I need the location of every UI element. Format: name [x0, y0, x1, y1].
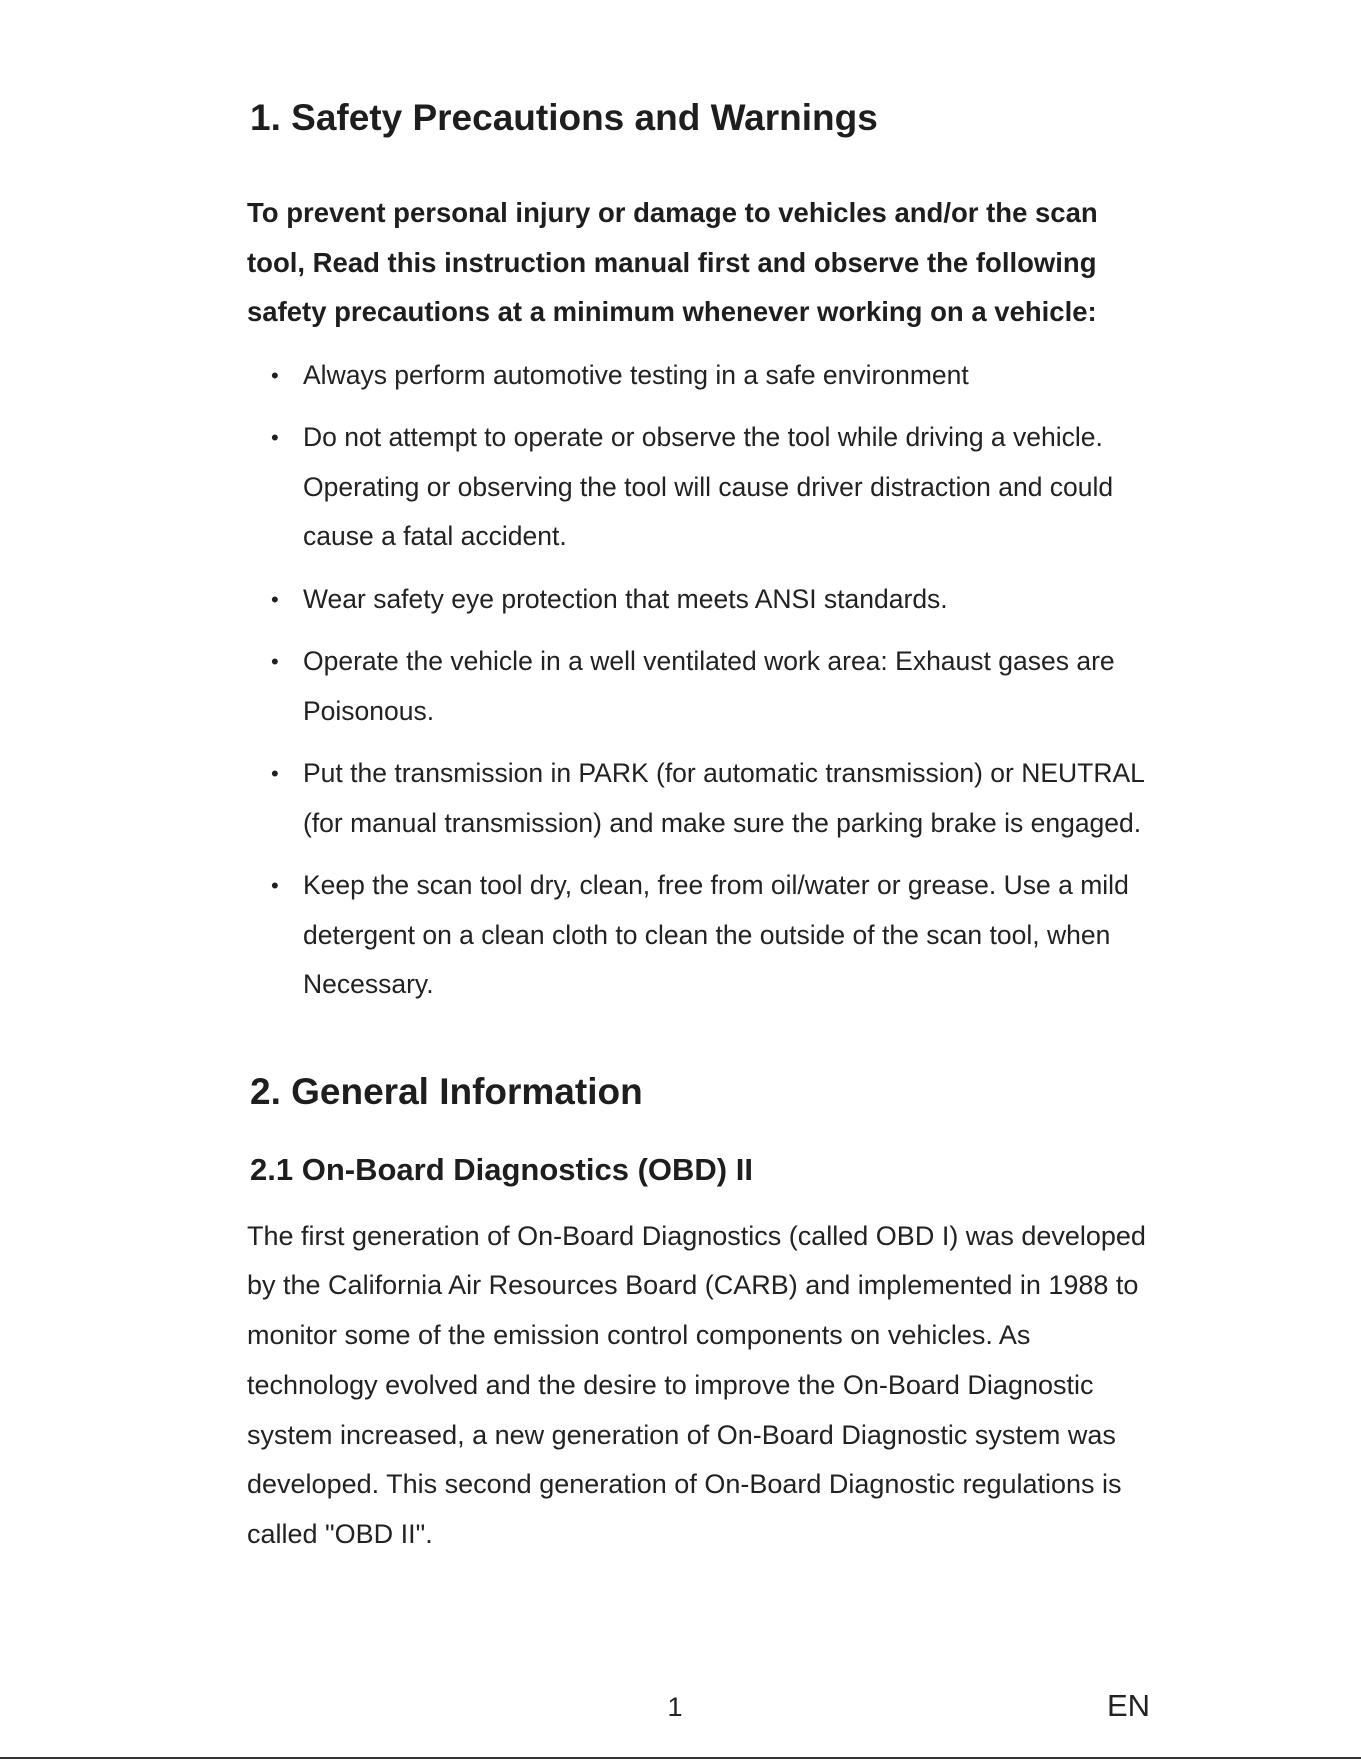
safety-precautions-list	[247, 351, 1163, 1010]
list-item-text: Put the transmission in PARK (for automatic transmission) or NEUTRAL (for manual transmission) and make sure the parking brake is engaged.	[303, 758, 1144, 838]
list-item	[247, 575, 1163, 625]
list-item-text: Do not attempt to operate or observe the tool while driving a vehicle. Operating or observing the tool will cause driver distraction and could cause a fatal accident.	[303, 422, 1114, 551]
list-item-text: Operate the vehicle in a well ventilated work area: Exhaust gases are Poisonous.	[303, 646, 1115, 726]
list-item-text: Always perform automotive testing in a safe environment	[303, 359, 969, 390]
subsection-2-1-heading: 2.1 On-Board Diagnostics (OBD) II	[250, 1151, 753, 1187]
list-item	[247, 749, 1163, 848]
safety-intro-paragraph: To prevent personal injury or damage to vehicles and/or the scan tool, Read this instruction manual first and observe the following safety precautions at a minimum whenever working on a vehicle:	[247, 197, 1098, 327]
bullet-icon: •	[271, 873, 279, 898]
bottom-divider	[0, 1757, 1361, 1759]
bullet-icon: •	[271, 425, 279, 450]
section-2-heading: 2. General Information	[250, 1070, 643, 1112]
list-item	[247, 351, 1163, 401]
list-item-text: Wear safety eye protection that meets ANSI standards.	[303, 583, 948, 614]
bullet-icon: •	[271, 649, 279, 674]
language-code: EN	[1107, 1688, 1151, 1723]
bullet-icon: •	[271, 761, 279, 786]
list-item	[247, 637, 1163, 736]
list-item	[247, 413, 1163, 562]
obd-history-paragraph: The first generation of On-Board Diagnostics (called OBD I) was developed by the California Air Resources Board (CARB) and implemented in 1988 to monitor some of the emission control components on vehicles. As technology evolved and the desire to improve the On-Board Diagnostic system increased, a new generation of On-Board Diagnostic system was developed. This second generation of On-Board Diagnostic regulations is called "OBD II".	[247, 1220, 1146, 1550]
bullet-icon: •	[271, 362, 279, 388]
page-content	[247, 96, 1163, 1560]
list-item-text: Keep the scan tool dry, clean, free from oil/water or grease. Use a mild detergent on a clean cloth to clean the outside of the scan tool, when Necessary.	[303, 870, 1129, 999]
page-number: 1	[667, 1692, 683, 1722]
list-item	[247, 861, 1163, 1010]
section-1-heading: 1. Safety Precautions and Warnings	[250, 97, 878, 138]
bullet-icon: •	[271, 586, 279, 612]
